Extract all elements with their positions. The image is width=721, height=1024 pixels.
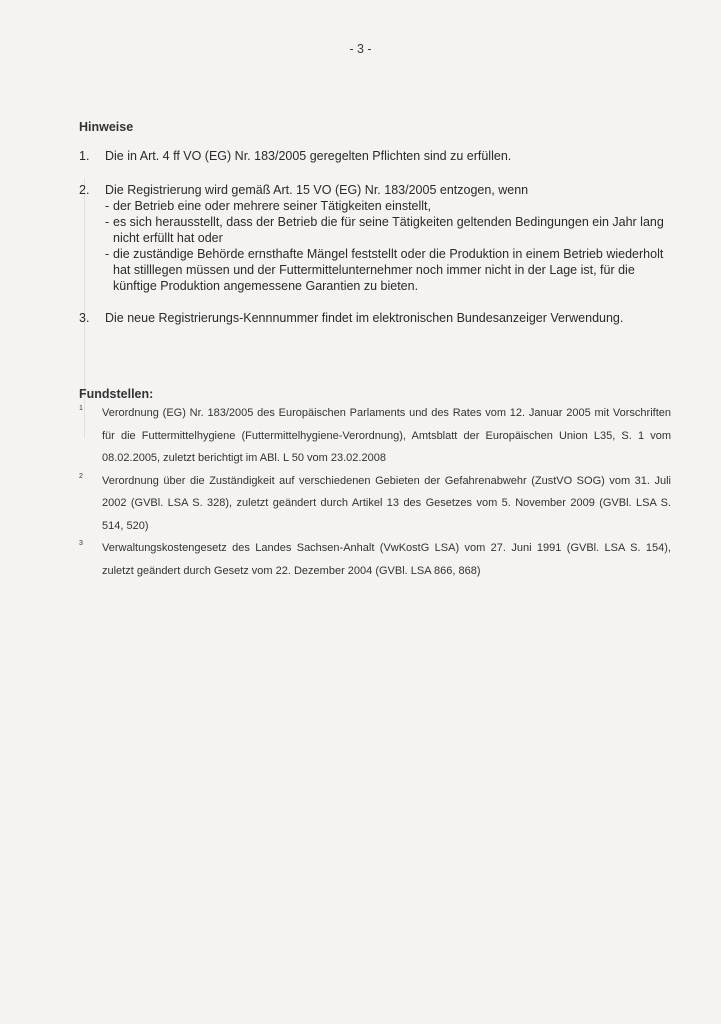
fundstelle-item (79, 470, 671, 538)
fundstelle-item (79, 402, 671, 470)
hinweis-item (79, 182, 679, 294)
hinweis-text: Die Registrierung wird gemäß Art. 15 VO (EG) Nr. 183/2005 entzogen, wenn (105, 183, 529, 197)
hinweis-number: 1. (79, 149, 90, 163)
dash-marker: - (105, 199, 110, 213)
fundstelle-text: Verordnung über die Zuständigkeit auf verschiedenen Gebieten der Gefahrenabwehr (ZustVO SOG) vom 31. Juli 2002 (GVBl. LSA S. 328), zuletzt geändert durch Artikel 13 des Gesetzes vom 5. November 2009 (GVBl. LSA S. 514, 520) (102, 474, 671, 532)
footnote-number: 3 (79, 540, 83, 547)
hinweis-item (79, 148, 679, 164)
fundstelle-text: Verordnung (EG) Nr. 183/2005 des Europäischen Parlaments und des Rates vom 12. Januar 2005 mit Vorschriften für die Futtermittelhygiene (Futtermittelhygiene-Verordnung), Amtsblatt der Europäischen Union L35, S. 1 vom 08.02.2005, zuletzt berichtigt im ABl. L 50 vom 23.02.2008 (102, 407, 671, 464)
hinweis-subitem (105, 246, 679, 294)
hinweis-item (79, 310, 679, 326)
page-number: - 3 - (349, 42, 372, 56)
subitem-text: die zuständige Behörde ernsthafte Mängel feststellt oder die Produktion in einem Betrieb wiederholt hat stilllegen müssen und der Futtermittelunternehmer noch immer nicht in der Lage ist, für die künftige Produktion angemessene Garantien zu bieten. (113, 247, 664, 293)
fundstelle-text: Verwaltungskostengesetz des Landes Sachsen-Anhalt (VwKostG LSA) vom 27. Juni 1991 (GVBl. LSA S. 154), zuletzt geändert durch Gesetz vom 22. Dezember 2004 (GVBl. LSA 866, 868) (102, 542, 671, 577)
subitem-text: es sich herausstellt, dass der Betrieb die für seine Tätigkeiten geltenden Bedingungen ein Jahr lang nicht erfüllt hat oder (113, 215, 664, 245)
hinweis-text: Die in Art. 4 ff VO (EG) Nr. 183/2005 geregelten Pflichten sind zu erfüllen. (105, 149, 512, 163)
hinweis-number: 2. (79, 183, 90, 197)
hinweise-list (79, 148, 679, 342)
subitem-text: der Betrieb eine oder mehrere seiner Tätigkeiten einstellt, (113, 199, 431, 213)
fundstellen-list (79, 402, 671, 582)
hinweise-heading: Hinweise (79, 120, 134, 134)
dash-marker: - (105, 247, 110, 261)
footnote-number: 2 (79, 472, 83, 480)
footnote-number: 1 (79, 405, 83, 412)
hinweis-number: 3. (79, 311, 90, 325)
hinweis-subitem (105, 198, 679, 214)
fundstellen-heading: Fundstellen: (79, 387, 154, 401)
dash-marker: - (105, 215, 110, 229)
hinweis-subitems (105, 198, 679, 294)
fundstelle-item (79, 537, 671, 582)
hinweis-text: Die neue Registrierungs-Kennnummer findet im elektronischen Bundesanzeiger Verwendung. (105, 311, 624, 325)
hinweis-subitem (105, 214, 679, 246)
